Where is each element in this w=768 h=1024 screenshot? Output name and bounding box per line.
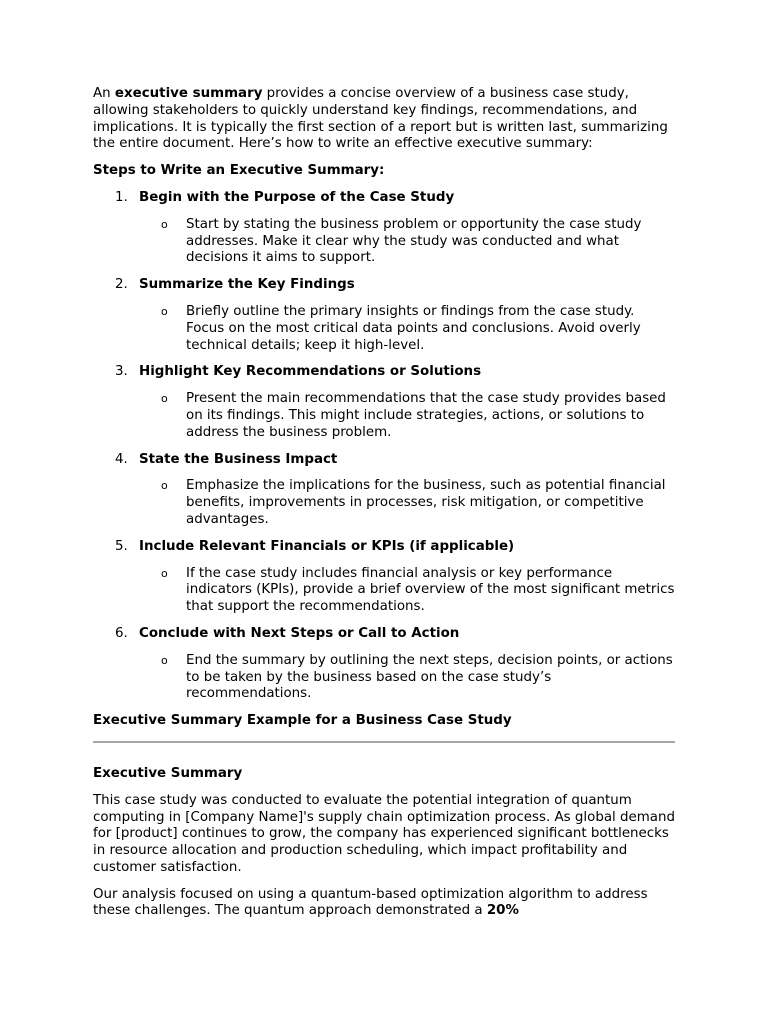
step-detail: Emphasize the implications for the business, such as potential financial benefits, improvements in processes, risk mitigation, or competitive advantages. <box>186 478 666 527</box>
step-item <box>93 626 675 703</box>
step-item <box>93 364 675 441</box>
step-number: 6. <box>115 625 128 641</box>
example-paragraph-2 <box>93 887 675 921</box>
step-item <box>93 190 675 267</box>
intro-paragraph <box>93 86 675 153</box>
step-title-text: Begin with the Purpose of the Case Study <box>139 189 455 205</box>
step-title <box>93 277 675 294</box>
step-title-text: State the Business Impact <box>139 451 338 467</box>
step-title <box>93 626 675 643</box>
step-bullet <box>93 478 675 528</box>
step-title-text: Include Relevant Financials or KPIs (if applicable) <box>139 538 515 554</box>
step-title <box>93 364 675 381</box>
step-number: 3. <box>115 364 128 380</box>
bullet-icon: o <box>161 479 168 493</box>
step-title-text: Summarize the Key Findings <box>139 277 355 293</box>
horizontal-divider <box>93 741 675 743</box>
intro-prefix: An <box>93 86 115 101</box>
step-title-text: Conclude with Next Steps or Call to Action <box>139 625 460 641</box>
step-bullet <box>93 304 675 354</box>
steps-list <box>93 190 675 703</box>
step-number: 4. <box>115 451 128 467</box>
bullet-icon: o <box>161 304 168 318</box>
step-bullet <box>93 391 675 441</box>
document-body <box>93 86 675 930</box>
step-detail: If the case study includes financial analysis or key performance indicators (KPIs), provide a brief overview of the most significant metrics that support the recommendations. <box>186 565 675 615</box>
step-detail: Start by stating the business problem or opportunity the case study addresses. Make it clear why the study was conducted and what decisions it aims to support. <box>186 216 642 266</box>
example-paragraph-2-bold: 20% <box>486 903 519 919</box>
step-number: 2. <box>115 277 128 293</box>
step-detail: Present the main recommendations that the case study provides based on its findings. This might include strategies, actions, or solutions to address the business problem. <box>186 391 666 440</box>
example-section-heading: Executive Summary Example for a Business Case Study <box>93 713 512 729</box>
executive-summary-heading: Executive Summary <box>93 765 243 781</box>
bullet-icon: o <box>161 217 168 231</box>
step-title-text: Highlight Key Recommendations or Solutions <box>139 364 482 380</box>
step-number: 5. <box>115 538 128 554</box>
step-title <box>93 452 675 469</box>
intro-suffix: provides a concise overview of a business case study, allowing stakeholders to quickly understand key findings, recommendations, and implications. It is typically the first section of a report but is written last, summarizing the entire document. Here’s how to write an effective executive summary: <box>93 86 668 152</box>
intro-bold-term: executive summary <box>114 86 263 101</box>
steps-heading: Steps to Write an Executive Summary: <box>93 163 385 179</box>
example-paragraph-1: This case study was conducted to evaluate the potential integration of quantum computing in [Company Name]'s supply chain optimization process. As global demand for [product] continues to grow, the company has experienced significant bottlenecks in resource allocation and production scheduling, which impact profitability and customer satisfaction. <box>93 792 675 875</box>
step-item <box>93 277 675 354</box>
step-number: 1. <box>115 189 128 205</box>
bullet-icon: o <box>161 653 168 667</box>
step-detail: End the summary by outlining the next steps, decision points, or actions to be taken by the business based on the case study’s recommendations. <box>186 652 673 702</box>
step-title <box>93 190 675 207</box>
example-paragraph-2-text: Our analysis focused on using a quantum-based optimization algorithm to address these challenges. The quantum approach demonstrated a <box>93 886 648 919</box>
bullet-icon: o <box>161 566 168 580</box>
step-item <box>93 452 675 529</box>
step-bullet <box>93 566 675 616</box>
bullet-icon: o <box>161 392 168 406</box>
step-bullet <box>93 217 675 267</box>
step-title <box>93 539 675 556</box>
step-detail: Briefly outline the primary insights or findings from the case study. Focus on the most critical data points and conclusions. Avoid overly technical details; keep it high-level. <box>186 303 641 353</box>
step-bullet <box>93 653 675 703</box>
step-item <box>93 539 675 616</box>
